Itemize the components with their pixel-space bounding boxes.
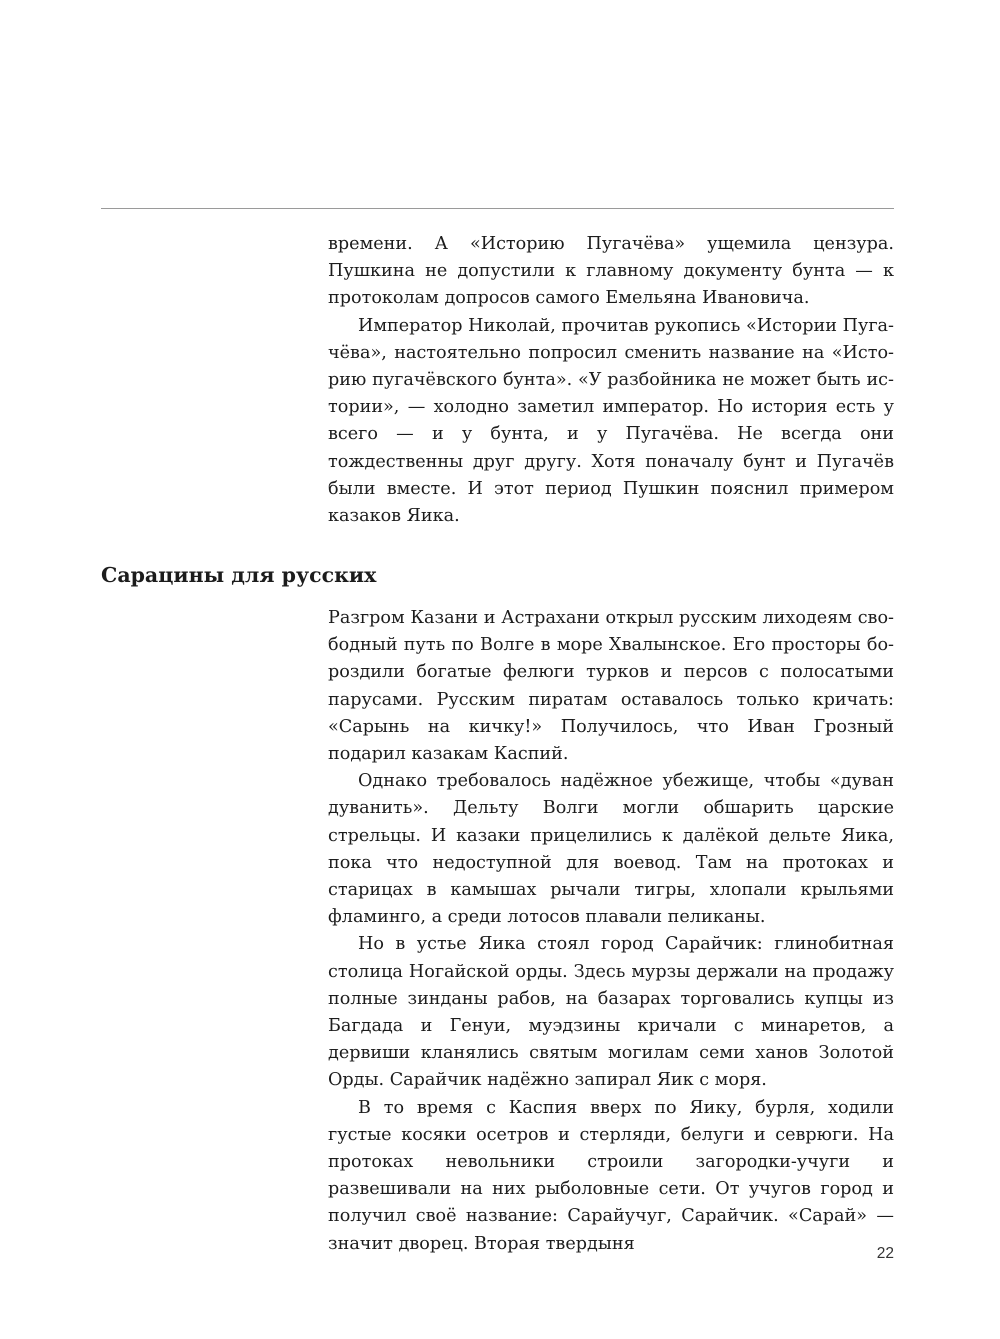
section-heading: Сарацины для русских (101, 563, 377, 587)
page-number: 22 (876, 1245, 894, 1262)
body-paragraph: Однако требовалось надёжное убежище, чтобы «дуван дуванить». Дельту Волги могли обшарить царские стрельцы. И казаки прицелились к далёкой дельте Яика, пока что недоступной для воевод. Там на протоках и старицах в камышах рычали тигры, хлопали крыльями фламинго, а среди лотосов плавали пеликаны. (328, 771, 894, 928)
body-paragraph: Император Николай, прочитав рукопись «Истории Пугачёва», настоятельно попросил сменить название на «Историю пугачёвского бунта». «У разбойника не может быть истории», — холодно заметил император. Но история есть у всего — и у бунта, и у Пугачёва. Не всегда они тождественны друг другу. Хотя поначалу бунт и Пугачёв были вместе. И этот период Пушкин пояснил примером казаков Яика. (328, 315, 894, 527)
body-paragraph: Но в устье Яика стоял город Сарайчик: глинобитная столица Ногайской орды. Здесь мурзы держали на продажу полные зинданы рабов, на базарах торговались купцы из Багдада и Генуи, муэдзины кричали с минаретов, а дервиши кланялись святым могилам семи ханов Золотой Орды. Сарайчик надёжно запирал Яик с моря. (328, 934, 894, 1091)
continued-text (328, 231, 894, 530)
body-paragraph: Разгром Казани и Астрахани открыл русским лиходеям свободный путь по Волге в море Хвалынское. Его просторы бороздили богатые фелюги турков и персов с полосатыми парусами. Русским пиратам оставалось только кричать: «Сарынь на кичку!» Получилось, что Иван Грозный подарил казакам Каспий. (328, 608, 894, 765)
body-paragraph: времени. А «Историю Пугачёва» ущемила цензура. Пушкина не допустили к главному документу бунта — к протоколам допросов самого Емельяна Ивановича. (328, 234, 894, 309)
header-divider (101, 208, 894, 209)
body-paragraph: В то время с Каспия вверх по Яику, бурля, ходили густые косяки осетров и стерляди, белуги и севрюги. На протоках невольники строили загородки-учуги и развешивали на них рыболовные сети. От учугов город и получил своё название: Сарайучуг, Сарайчик. «Сарай» — значит дворец. Вторая твердыня (328, 1097, 894, 1254)
section-text (328, 605, 894, 1258)
